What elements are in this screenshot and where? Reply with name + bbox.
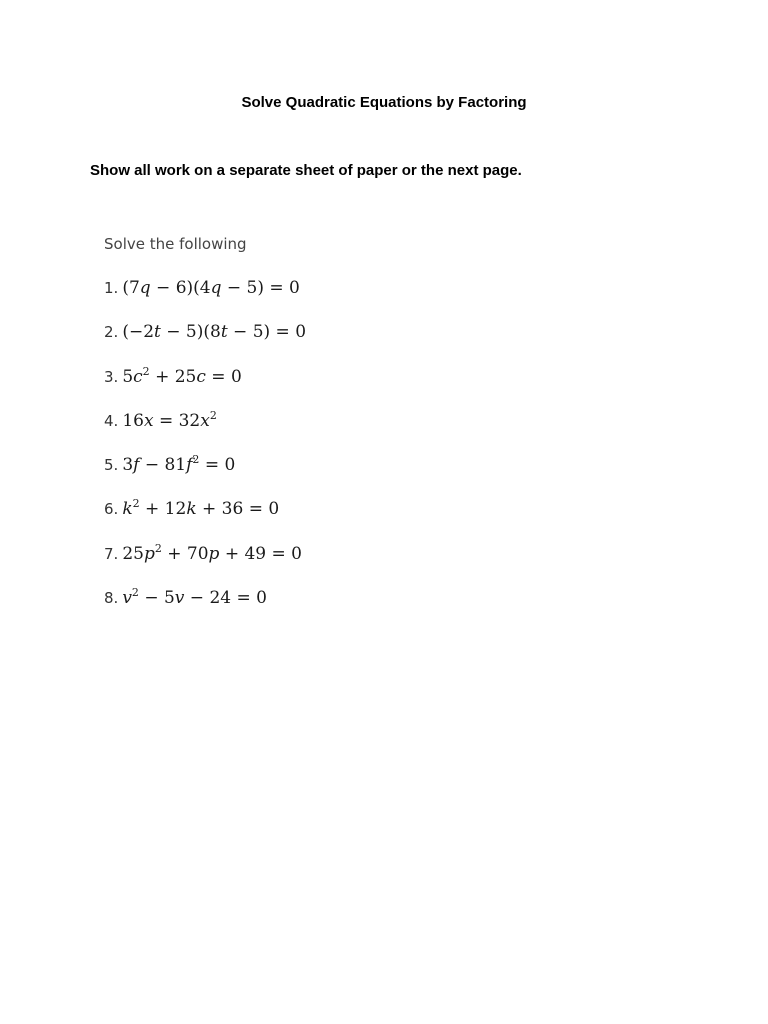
problem-item-5 <box>104 453 604 477</box>
problem-item-6 <box>104 497 604 521</box>
problem-equation: (−2t − 5)(8t − 5) = 0 <box>122 322 307 343</box>
problem-equation: $25p^2 + 70p + 49 = 0$ <box>122 541 302 564</box>
problem-item-7 <box>104 542 604 566</box>
problem-number: 6. <box>104 500 119 519</box>
problem-number: 5. <box>104 456 119 475</box>
problem-number: 8. <box>104 589 119 608</box>
problem-list <box>104 232 604 630</box>
page-title: Solve Quadratic Equations by Factoring <box>241 94 527 111</box>
problem-item-8 <box>104 586 604 610</box>
problem-equation: $3f - 81f^2 = 0$ <box>122 453 236 476</box>
problem-item-2 <box>104 320 604 344</box>
problem-equation: $v^2 - 5v - 24 = 0$ <box>122 586 267 609</box>
problem-equation: (7q − 6)(4q − 5) = 0 <box>122 278 300 298</box>
problem-number: 3. <box>104 367 119 386</box>
problem-item-1 <box>104 276 604 300</box>
problem-item-4 <box>104 409 604 433</box>
problem-number: 4. <box>104 411 119 430</box>
problems-heading: Solve the following <box>104 235 247 253</box>
problem-number: 1. <box>104 279 119 297</box>
instruction-text: Show all work on a separate sheet of paper or the next page. <box>90 162 522 179</box>
problem-equation: $16x = 32x^2$ <box>122 408 217 431</box>
problem-items <box>104 276 604 610</box>
problem-item-3 <box>104 365 604 389</box>
problem-number: 2. <box>104 323 119 342</box>
problem-number: 7. <box>104 544 119 563</box>
problem-equation: $5c^2 + 25c = 0$ <box>122 364 242 387</box>
problem-equation: $k^2 + 12k + 36 = 0$ <box>122 497 280 520</box>
